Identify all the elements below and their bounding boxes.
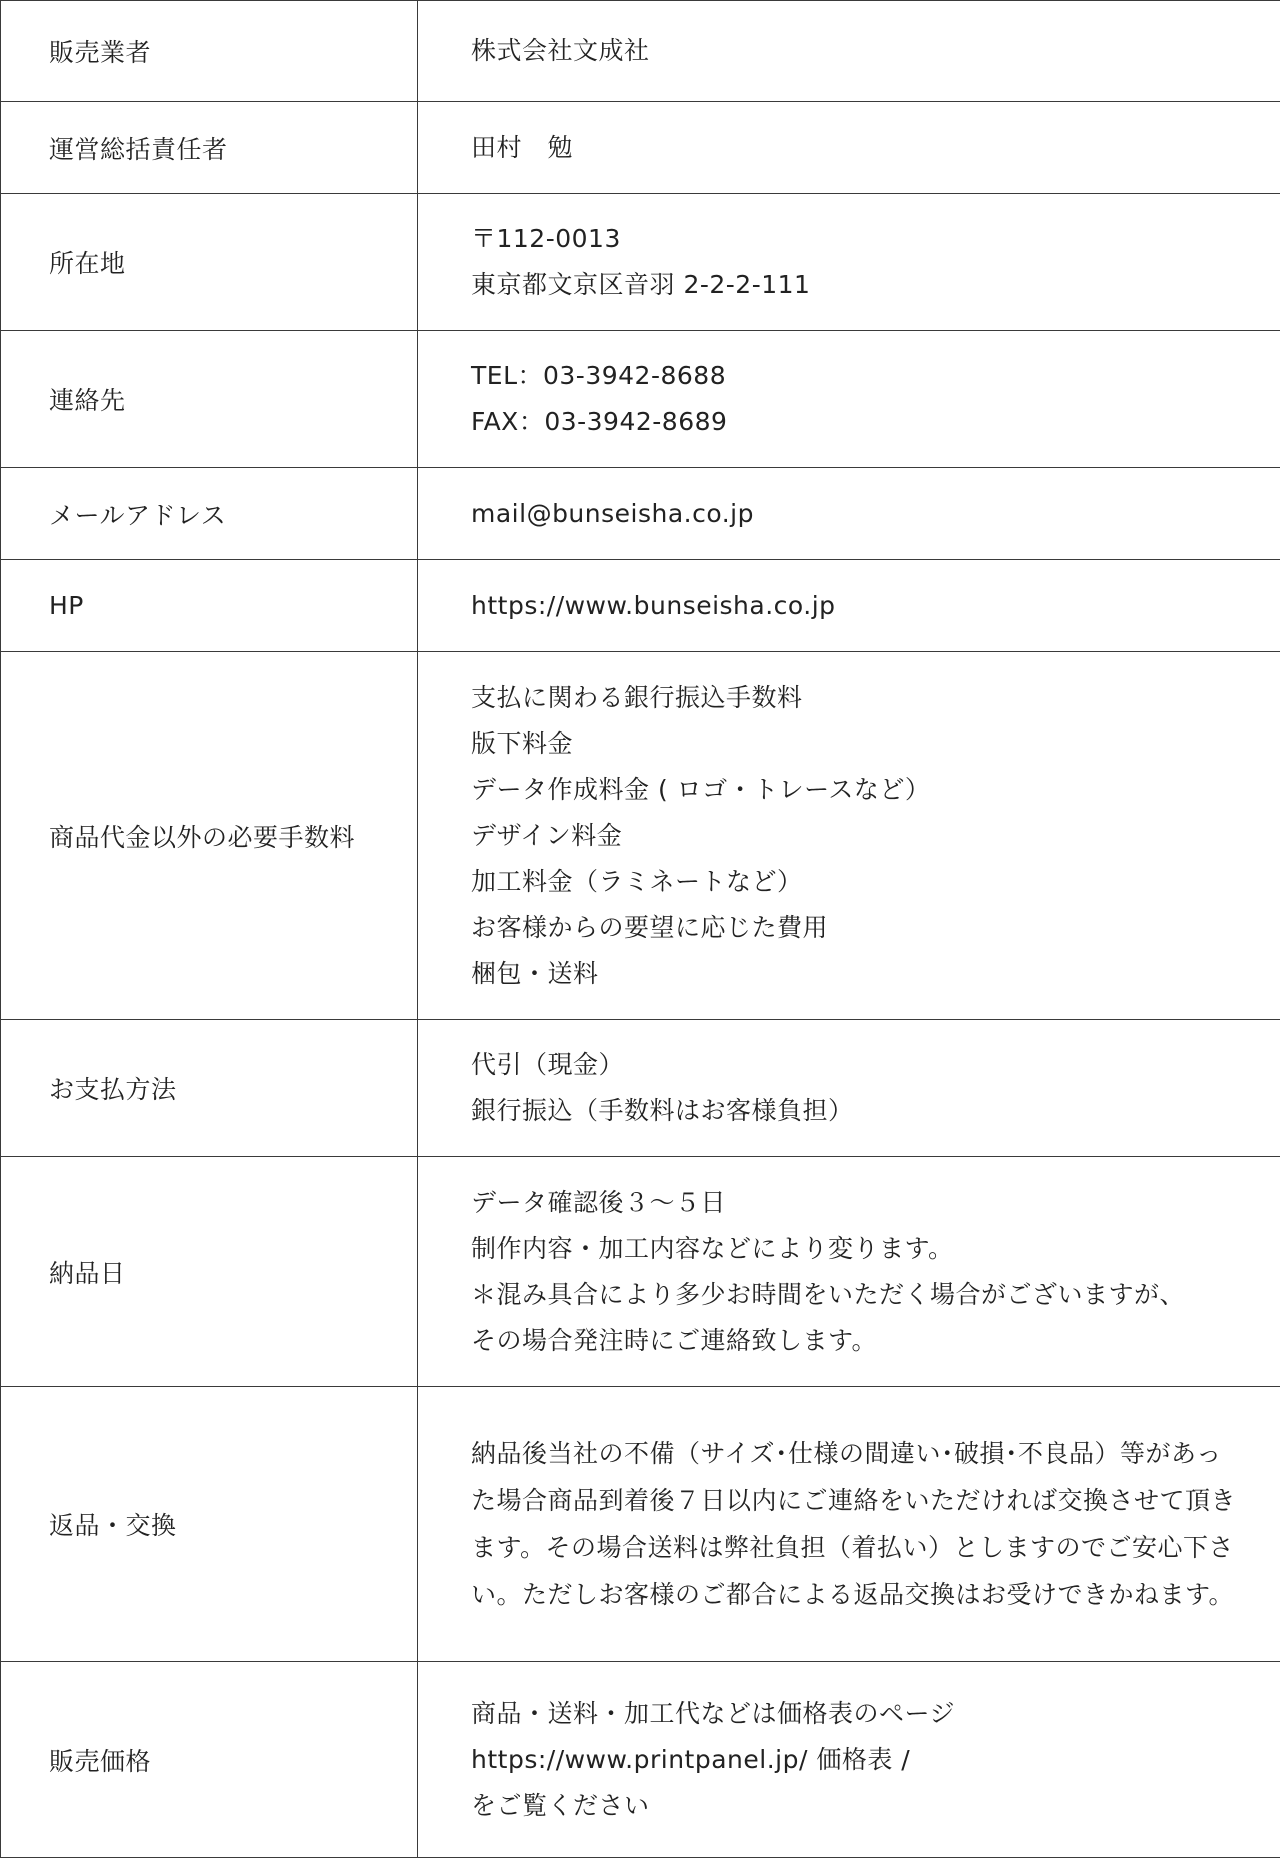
row-label: 商品代金以外の必要手数料 (1, 652, 418, 1020)
table-row (1, 1662, 1280, 1858)
table-row (1, 194, 1280, 331)
row-label: 連絡先 (1, 331, 418, 468)
value-line: 加工料金（ラミネートなど） (471, 866, 803, 896)
value-line: 商品・送料・加工代などは価格表のページ (471, 1698, 956, 1728)
row-value (418, 1157, 1280, 1387)
table-row (1, 1387, 1280, 1662)
table-row (1, 560, 1280, 652)
row-label: お支払方法 (1, 1020, 418, 1157)
value-line: ＊混み具合により多少お時間をいただく場合がございますが、 (471, 1279, 1186, 1309)
row-value (418, 1, 1280, 102)
table-row (1, 652, 1280, 1020)
value-line: をご覧ください (471, 1790, 650, 1820)
value-line: 代引（現金） (471, 1050, 625, 1079)
value-line: 支払に関わる銀行振込手数料 (471, 682, 803, 712)
row-value (418, 652, 1280, 1020)
value-line: 制作内容・加工内容などにより変ります。 (471, 1233, 954, 1263)
table-row (1, 1, 1280, 102)
value-line: 東京都文京区音羽 2-2-2-111 (471, 270, 811, 299)
value-line: 版下料金 (471, 728, 574, 758)
value-paragraph: 納品後当社の不備（サイズ･仕様の間違い･破損･不良品）等があった場合商品到着後７日以内にご連絡をいただければ交換させて頂きます。その場合送料は弊社負担（着払い）としますのでご安心下さい。ただしお客様のご都合による返品交換はお受けできかねます。 (471, 1439, 1237, 1609)
row-value (418, 331, 1280, 468)
value-line: 梱包・送料 (471, 958, 599, 988)
email-link[interactable]: mail@bunseisha.co.jp (471, 498, 754, 528)
value-line: TEL：03-3942-8688 (471, 361, 727, 390)
value-line: 田村 勉 (471, 132, 574, 162)
row-label: 運営総括責任者 (1, 102, 418, 194)
row-value (418, 468, 1280, 560)
value-line: 銀行振込（手数料はお客様負担） (471, 1096, 854, 1125)
row-label: 返品・交換 (1, 1387, 418, 1662)
row-label: 販売価格 (1, 1662, 418, 1858)
value-line: お客様からの要望に応じた費用 (471, 912, 829, 942)
value-line: データ確認後３～５日 (471, 1187, 727, 1217)
value-line: FAX：03-3942-8689 (471, 407, 728, 436)
row-value (418, 560, 1280, 652)
value-line: データ作成料金 ( ロゴ・トレースなど） (471, 774, 931, 804)
row-label: HP (1, 560, 418, 652)
row-value (418, 194, 1280, 331)
row-value (418, 1387, 1280, 1662)
table-row (1, 102, 1280, 194)
row-label: 販売業者 (1, 1, 418, 102)
value-line: その場合発注時にご連絡致します。 (471, 1325, 878, 1355)
row-value (418, 102, 1280, 194)
row-label: 所在地 (1, 194, 418, 331)
value-line: 株式会社文成社 (471, 36, 650, 65)
price-table-link[interactable]: https://www.printpanel.jp/ 価格表 / (471, 1744, 911, 1774)
row-value (418, 1662, 1280, 1858)
homepage-link[interactable]: https://www.bunseisha.co.jp (471, 590, 836, 620)
value-line: デザイン料金 (471, 820, 623, 850)
row-label: メールアドレス (1, 468, 418, 560)
value-line: 〒112-0013 (471, 224, 621, 253)
table-row (1, 1157, 1280, 1387)
table-row (1, 331, 1280, 468)
table-row (1, 1020, 1280, 1157)
row-label: 納品日 (1, 1157, 418, 1387)
row-value (418, 1020, 1280, 1157)
table-row (1, 468, 1280, 560)
